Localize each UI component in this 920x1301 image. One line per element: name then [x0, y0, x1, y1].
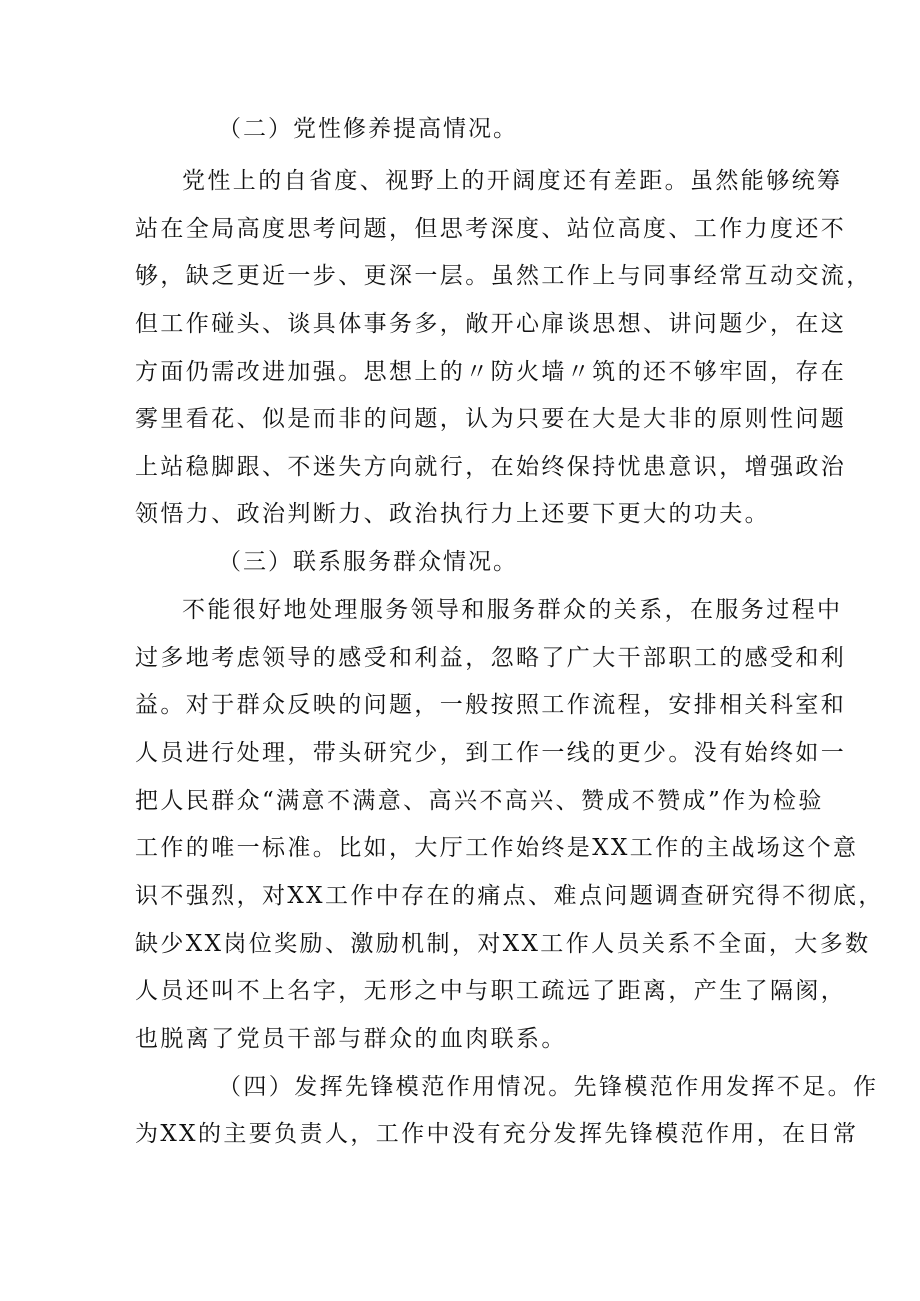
- paragraph-line: 为XX的主要负责人，工作中没有充分发挥先锋模范作用，在日常: [135, 1121, 859, 1147]
- paragraph-line: 也脱离了党员干部与群众的血肉联系。: [135, 1026, 567, 1052]
- paragraph-line: 人员进行处理，带头研究少，到工作一线的更少。没有始终如一: [135, 740, 847, 766]
- paragraph-line: 工作的唯一标准。比如，大厅工作始终是XX工作的主战场这个意: [135, 835, 859, 861]
- paragraph-line: 方面仍需改进加强。思想上的〃防火墙〃筑的还不够牢固，存在: [135, 359, 847, 385]
- paragraph-line: 不能很好地处理服务领导和服务群众的关系，在服务过程中: [182, 597, 843, 623]
- paragraph-line: 人员还叫不上名字，无形之中与职工疏远了距离，产生了隔阂，: [135, 978, 847, 1004]
- paragraph-line: 但工作碰头、谈具体事务多，敞开心扉谈思想、讲问题少，在这: [135, 311, 847, 337]
- paragraph-line: 够，缺乏更近一步、更深一层。虽然工作上与同事经常互动交流，: [135, 263, 872, 289]
- paragraph-line: 缺少XX岗位奖励、激励机制，对XX工作人员关系不全面，大多数: [135, 931, 871, 957]
- section-heading: （二）党性修养提高情况。: [218, 116, 518, 142]
- paragraph-line: （四）发挥先锋模范作用情况。先锋模范作用发挥不足。作: [218, 1074, 879, 1100]
- paragraph-line: 把人民群众“满意不满意、高兴不高兴、赞成不赞成”作为检验: [135, 788, 824, 814]
- paragraph-line: 益。对于群众反映的问题，一般按照工作流程，安排相关科室和: [135, 692, 847, 718]
- paragraph-line: 过多地考虑领导的感受和利益，忽略了广大干部职工的感受和利: [135, 645, 847, 671]
- paragraph-line: 上站稳脚跟、不迷失方向就行，在始终保持忧患意识，增强政治: [135, 454, 847, 480]
- paragraph-line: 领悟力、政治判断力、政治执行力上还要下更大的功夫。: [135, 501, 770, 527]
- paragraph-line: 识不强烈，对XX工作中存在的痛点、难点问题调查研究得不彻底，: [135, 883, 884, 909]
- paragraph-line: 雾里看花、似是而非的问题，认为只要在大是大非的原则性问题: [135, 406, 847, 432]
- paragraph-line: 站在全局高度思考问题，但思考深度、站位高度、工作力度还不: [135, 216, 847, 242]
- section-heading: （三）联系服务群众情况。: [218, 549, 518, 575]
- paragraph-line: 党性上的自省度、视野上的开阔度还有差距。虽然能够统筹: [182, 168, 843, 194]
